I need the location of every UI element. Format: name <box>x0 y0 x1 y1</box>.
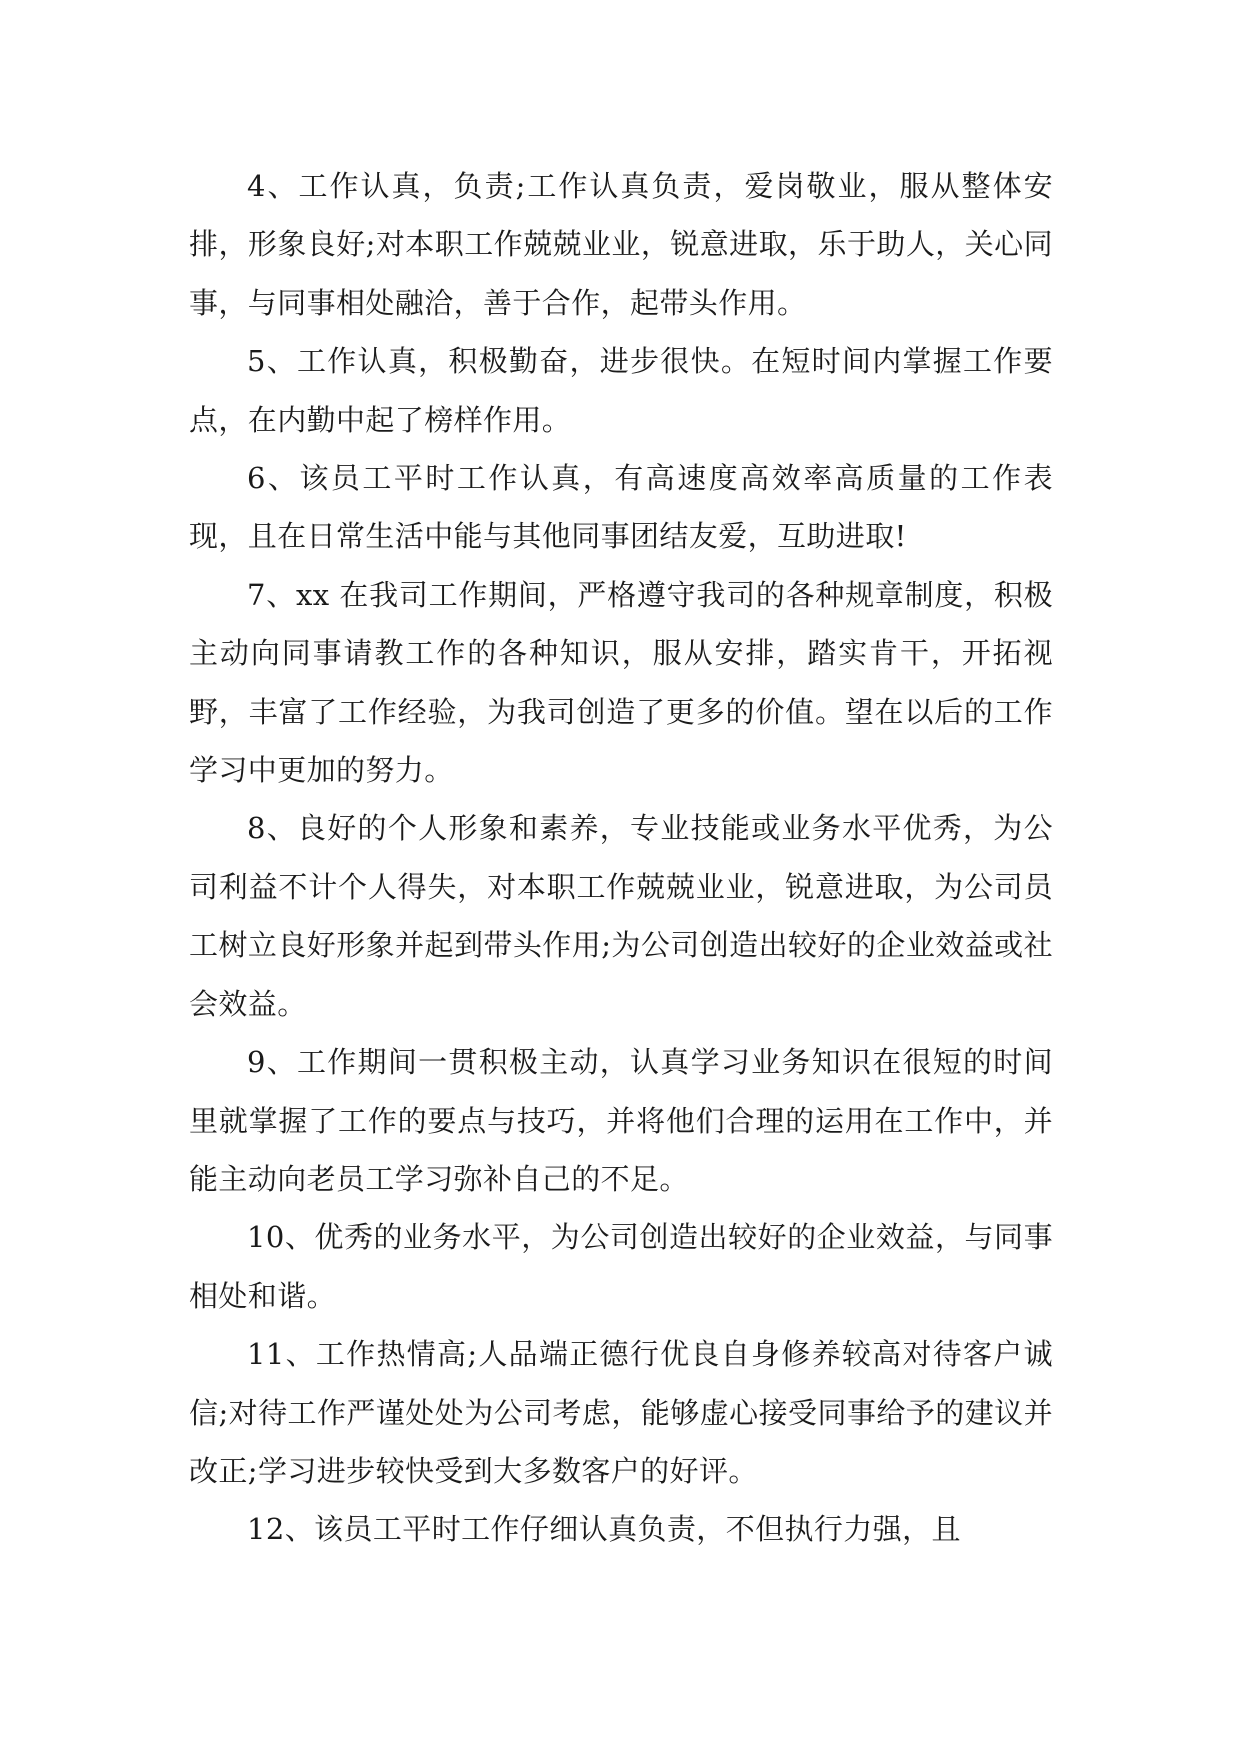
paragraph-8: 8、良好的个人形象和素养，专业技能或业务水平优秀，为公司利益不计个人得失，对本职工作兢兢业业，锐意进取，为公司员工树立良好形象并起到带头作用;为公司创造出较好的企业效益或社会效益。 <box>189 811 1053 1021</box>
paragraph-7: 7、xx 在我司工作期间，严格遵守我司的各种规章制度，积极主动向同事请教工作的各种知识，服从安排，踏实肯干，开拓视野，丰富了工作经验，为我司创造了更多的价值。望在以后的工作学习中更加的努力。 <box>189 577 1053 788</box>
paragraph-5: 5、工作认真，积极勤奋，进步很快。在短时间内掌握工作要点，在内勤中起了榜样作用。 <box>189 344 1053 437</box>
paragraph-11: 11、工作热情高;人品端正德行优良自身修养较高对待客户诚信;对待工作严谨处处为公司考虑，能够虚心接受同事给予的建议并改正;学习进步较快受到大多数客户的好评。 <box>189 1337 1053 1488</box>
paragraph-12: 12、该员工平时工作仔细认真负责，不但执行力强，且 <box>247 1512 961 1547</box>
paragraph-6: 6、该员工平时工作认真，有高速度高效率高质量的工作表现，且在日常生活中能与其他同事团结友爱，互助进取! <box>189 461 1053 554</box>
paragraph-9: 9、工作期间一贯积极主动，认真学习业务知识在很短的时间里就掌握了工作的要点与技巧，并将他们合理的运用在工作中，并能主动向老员工学习弥补自己的不足。 <box>189 1045 1053 1196</box>
document-body <box>189 157 1053 1559</box>
paragraph-10: 10、优秀的业务水平，为公司创造出较好的企业效益，与同事相处和谐。 <box>189 1220 1053 1313</box>
paragraph-4: 4、工作认真，负责;工作认真负责，爱岗敬业，服从整体安排，形象良好;对本职工作兢兢业业，锐意进取，乐于助人，关心同事，与同事相处融洽，善于合作，起带头作用。 <box>189 169 1053 320</box>
